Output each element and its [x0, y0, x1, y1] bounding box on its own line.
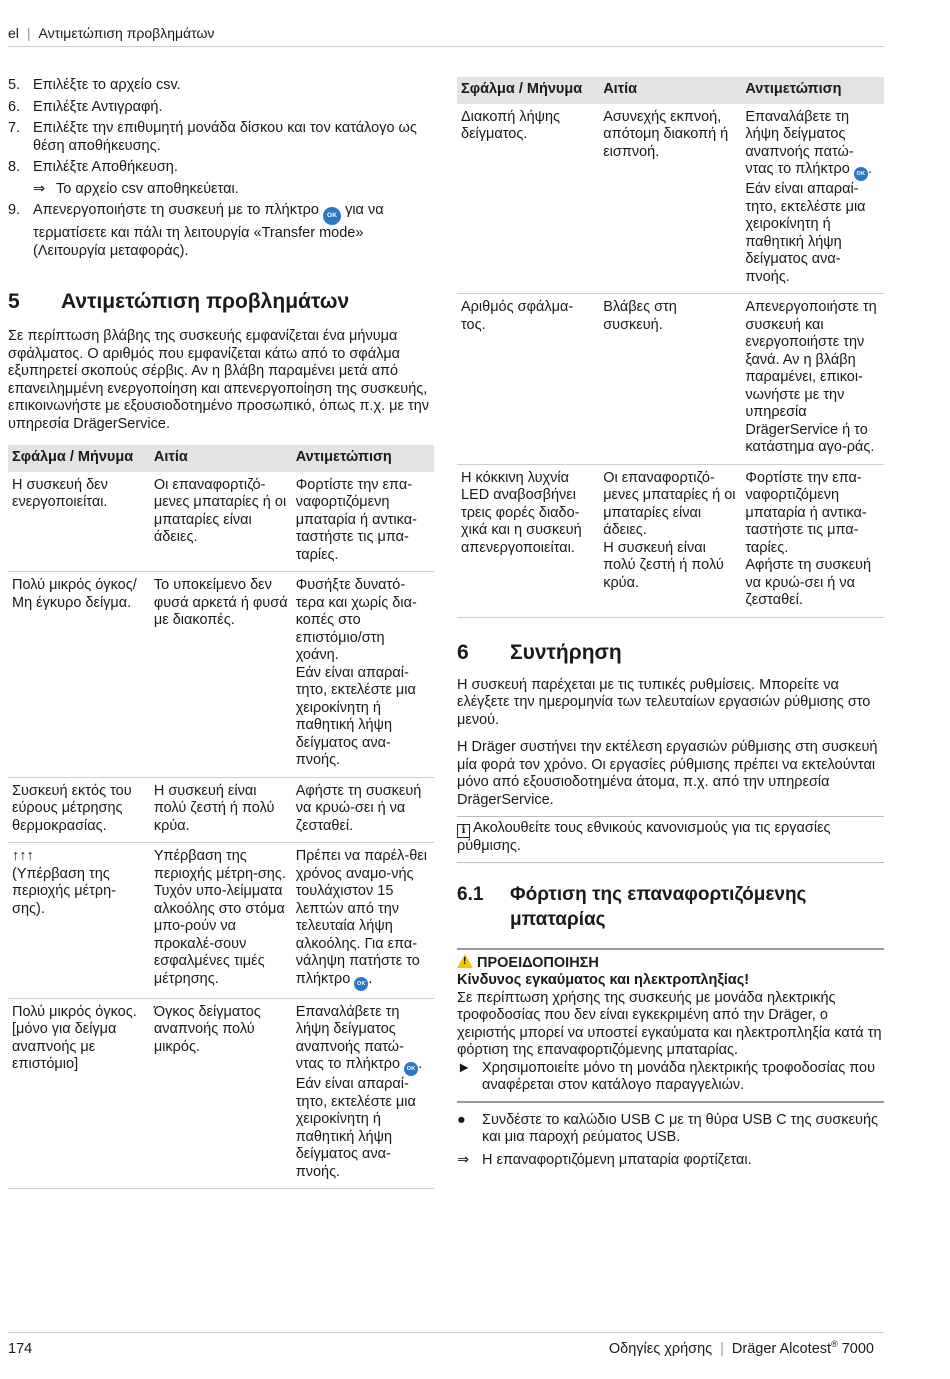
cell-cause: Η συσκευή είναι πολύ ζεστή ή πολύ κρύα.	[150, 777, 292, 843]
warning-action: ► Χρησιμοποιείτε μόνο τη μονάδα ηλεκτρικής τροφοδοσίας που αναφέρεται στον κατάλογο παραγγελιών.	[457, 1059, 876, 1093]
step-5: 5. Επιλέξτε το αρχείο csv.	[8, 77, 181, 93]
bullet-dot-icon: ●	[457, 1111, 466, 1128]
section-5-intro: Σε περίπτωση βλάβης της συσκευής εμφανίζεται ένα μήνυμα σφάλματος. Ο αριθμός που εμφανίζεται κάτω από το σφάλμα εξυπηρετεί σκοπούς σέρβις. Αν η βλάβη παραμένει μετά από επανειλημμένη ενεργοποίηση και απενεργοποίηση της συσκευής, επικοινωνήστε με εξουσιοδοτημένο προσωπικό, όπως π.χ. με την υπηρεσία DrägerService.	[8, 328, 430, 432]
warning-text: Σε περίπτωση χρήσης της συσκευής με μονάδα ηλεκτρικής τροφοδοσίας που δεν είναι εγκεκριμένη από την Dräger, ο χειριστής μπορεί να υποστεί εγκαύματα και ηλεκτροπληξία κατά τη φόρτιση της επαναφορτιζόμενης μπαταρίας.	[457, 989, 882, 1058]
cell-remedy: Φυσήξτε δυνατό-τερα και χωρίς δια-κοπές στο επιστόμιο/στη χοάνη. Εάν είναι απαραί-τητο, εκτελέστε μια χειροκίνητη ή παθητική λήψη δείγματος ανα-πνοής.	[292, 572, 434, 778]
section-5-heading: 5 Αντιμετώπιση προβλημάτων	[8, 290, 350, 313]
step-text: Επιλέξτε Αντιγραφή.	[33, 98, 163, 115]
header-cause: Αιτία	[150, 445, 292, 472]
warning-label: !ΠΡΟΕΙΔΟΠΟΙΗΣΗ	[457, 954, 884, 973]
action-arrow-icon: ►	[457, 1059, 472, 1076]
left-column	[8, 77, 434, 1189]
ok-button-icon: OK	[404, 1062, 418, 1076]
table-row	[457, 104, 884, 294]
step-9: 9. Απενεργοποιήστε τη συσκευή με το πλήκτρο OK για να τερματίσετε και πάλι τη λειτουργία «Transfer mode» (Λειτουργία μεταφοράς).	[8, 202, 384, 259]
header-remedy: Αντιμετώπιση	[292, 445, 434, 472]
table-row	[8, 843, 434, 999]
steps-list-2	[8, 202, 434, 260]
cell-remedy: Αφήστε τη συσκευή να κρυώ-σει ή να ζεσταθεί.	[292, 777, 434, 843]
page-header	[8, 25, 884, 47]
table-header-row	[8, 445, 434, 472]
cell-remedy: Φορτίστε την επα-ναφορτιζόμενη μπαταρία ή αντικα-ταστήστε τις μπα-ταρίες. Αφήστε τη συσκευή να κρυώ-σει ή να ζεσταθεί.	[741, 464, 884, 617]
warning-box	[457, 948, 884, 1095]
table-row	[8, 998, 434, 1189]
cell-remedy: Απενεργοποιήστε τη συσκευή και ενεργοποιήστε την ξανά. Αν η βλάβη παραμένει, επικοι-νωνήστε με την υπηρεσία DrägerService ή το κατάστημα αγο-ράς.	[741, 294, 884, 465]
cell-error: Η κόκκινη λυχνία LED αναβοσβήνει τρεις φορές διαδο-χικά και η συσκευή απενεργοποιείται.	[457, 464, 599, 617]
cell-cause: Οι επαναφορτιζό-μενες μπαταρίες ή οι μπαταρίες είναι άδειες.	[150, 472, 292, 572]
step-7: 7. Επιλέξτε την επιθυμητή μονάδα δίσκου και τον κατάλογο ως θέση αποθήκευσης.	[8, 120, 417, 154]
warning-divider	[457, 1101, 884, 1103]
header-language: el	[8, 25, 19, 41]
info-icon: i	[457, 824, 470, 838]
table-row	[457, 294, 884, 465]
cell-remedy: Φορτίστε την επα-ναφορτιζόμενη μπαταρία ή αντικα-ταστήστε τις μπα-ταρίες.	[292, 472, 434, 572]
cell-error: Η συσκευή δεν ενεργοποιείται.	[8, 472, 150, 572]
cell-cause: Υπέρβαση της περιοχής μέτρη-σης. Τυχόν υπο-λείμματα αλκοόλης στο στόμα μπο-ρούν να προκαλέ-σουν εσφαλμένες τιμές μέτρησης.	[150, 843, 292, 999]
section-6-heading: 6 Συντήρηση	[457, 640, 622, 664]
table-row	[8, 572, 434, 778]
ok-button-icon: OK	[354, 977, 368, 991]
cell-cause: Οι επαναφορτιζό-μενες μπαταρίες ή οι μπαταρίες είναι άδειες. Η συσκευή είναι πολύ ζεστή ή πολύ κρύα.	[599, 464, 741, 617]
section-6-paragraph-1: Η συσκευή παρέχεται με τις τυπικές ρυθμίσεις. Μπορείτε να ελέγξετε την ημερομηνία των τελευταίων εργασιών ρύθμισης στο μενού.	[457, 676, 871, 728]
ok-button-icon: OK	[854, 167, 868, 181]
step-text: Επιλέξτε Αποθήκευση.	[33, 159, 178, 175]
page-number: 174	[8, 1341, 33, 1357]
charging-result: ⇒ Η επαναφορτιζόμενη μπαταρία φορτίζεται.	[457, 1151, 752, 1168]
cell-error: ↑↑↑ (Υπέρβαση της περιοχής μέτρη-σης).	[8, 843, 150, 999]
steps-list	[8, 77, 434, 177]
cell-cause: Ασυνεχής εκπνοή, απότομη διακοπή ή εισπνοή.	[599, 104, 741, 294]
table-row	[8, 472, 434, 572]
result-arrow-icon: ⇒	[457, 1151, 470, 1168]
cell-error: Πολύ μικρός όγκος. [μόνο για δείγμα αναπνοής με επιστόμιο]	[8, 998, 150, 1189]
cell-remedy: Πρέπει να παρέλ-θει χρόνος αναμο-νής τουλάχιστον 15 λεπτών από την τελευταία λήψη αλκοόλης. Για επα-νάληψη πατήστε το πλήκτρο OK .	[292, 843, 434, 999]
header-error: Σφάλμα / Μήνυμα	[8, 445, 150, 472]
footer-doc-info: Οδηγίες χρήσης | Dräger Alcotest® 7000	[608, 1339, 874, 1357]
header-error: Σφάλμα / Μήνυμα	[457, 77, 599, 104]
cell-error: Αριθμός σφάλμα-τος.	[457, 294, 599, 465]
right-column	[457, 77, 884, 1169]
troubleshooting-table-left	[8, 445, 434, 1189]
header-separator: |	[26, 25, 31, 41]
step-8: 8. Επιλέξτε Αποθήκευση.	[8, 159, 178, 175]
step-6: 6. Επιλέξτε Αντιγραφή.	[8, 98, 163, 115]
table-header-row	[457, 77, 884, 104]
warning-triangle-icon	[457, 954, 473, 968]
step-8-result: ⇒ Το αρχείο csv αποθηκεύεται.	[33, 180, 239, 197]
troubleshooting-table-right	[457, 77, 884, 618]
cell-error: Διακοπή λήψης δείγματος.	[457, 104, 599, 294]
table-row	[8, 777, 434, 843]
cell-error: Πολύ μικρός όγκος/ Μη έγκυρο δείγμα.	[8, 572, 150, 778]
cell-cause: Το υποκείμενο δεν φυσά αρκετά ή φυσά με διακοπές.	[150, 572, 292, 778]
cell-cause: Όγκος δείγματος αναπνοής πολύ μικρός.	[150, 998, 292, 1189]
header-remedy: Αντιμετώπιση	[741, 77, 884, 104]
step-text: Επιλέξτε την επιθυμητή μονάδα δίσκου και τον κατάλογο ως θέση αποθήκευσης.	[33, 120, 417, 154]
info-note: i Ακολουθείτε τους εθνικούς κανονισμούς για τις εργασίες ρύθμισης.	[457, 816, 884, 863]
section-6-paragraph-2: Η Dräger συστήνει την εκτέλεση εργασιών ρύθμισης στη συσκευή μία φορά τον χρόνο. Οι εργασίες ρύθμισης πρέπει να εκτελούνται μόνο από εξουσιοδοτημένα άτομα, π.χ. από την υπηρεσία DrägerService.	[457, 739, 878, 808]
header-title: Αντιμετώπιση προβλημάτων	[38, 25, 215, 41]
ok-button-icon: OK	[323, 207, 341, 225]
warning-heading: Κίνδυνος εγκαύματος και ηλεκτροπληξίας!	[457, 972, 750, 988]
cell-error: Συσκευή εκτός του εύρους μέτρησης θερμοκρασίας.	[8, 777, 150, 843]
table-row	[457, 464, 884, 617]
cell-remedy: Επαναλάβετε τη λήψη δείγματος αναπνοής πατώ-ντας το πλήκτρο OK . Εάν είναι απαραί-τητο, εκτελέστε μια χειροκίνητη ή παθητική λήψη δείγματος ανα-πνοής.	[741, 104, 884, 294]
section-6-1-heading: 6.1 Φόρτιση της επαναφορτιζόμενης μπαταρίας	[457, 883, 807, 930]
cell-cause: Βλάβες στη συσκευή.	[599, 294, 741, 465]
result-arrow-icon: ⇒	[33, 180, 46, 197]
header-cause: Αιτία	[599, 77, 741, 104]
page-footer	[8, 1332, 884, 1361]
step-text: Επιλέξτε το αρχείο csv.	[33, 77, 181, 93]
bullet-item: ● Συνδέστε το καλώδιο USB C με τη θύρα USB C της συσκευής και μια παροχή ρεύματος USB.	[457, 1111, 878, 1145]
cell-remedy: Επαναλάβετε τη λήψη δείγματος αναπνοής πατώ-ντας το πλήκτρο OK . Εάν είναι απαραί-τητο, εκτελέστε μια χειροκίνητη ή παθητική λήψη δείγματος ανα-πνοής.	[292, 998, 434, 1189]
